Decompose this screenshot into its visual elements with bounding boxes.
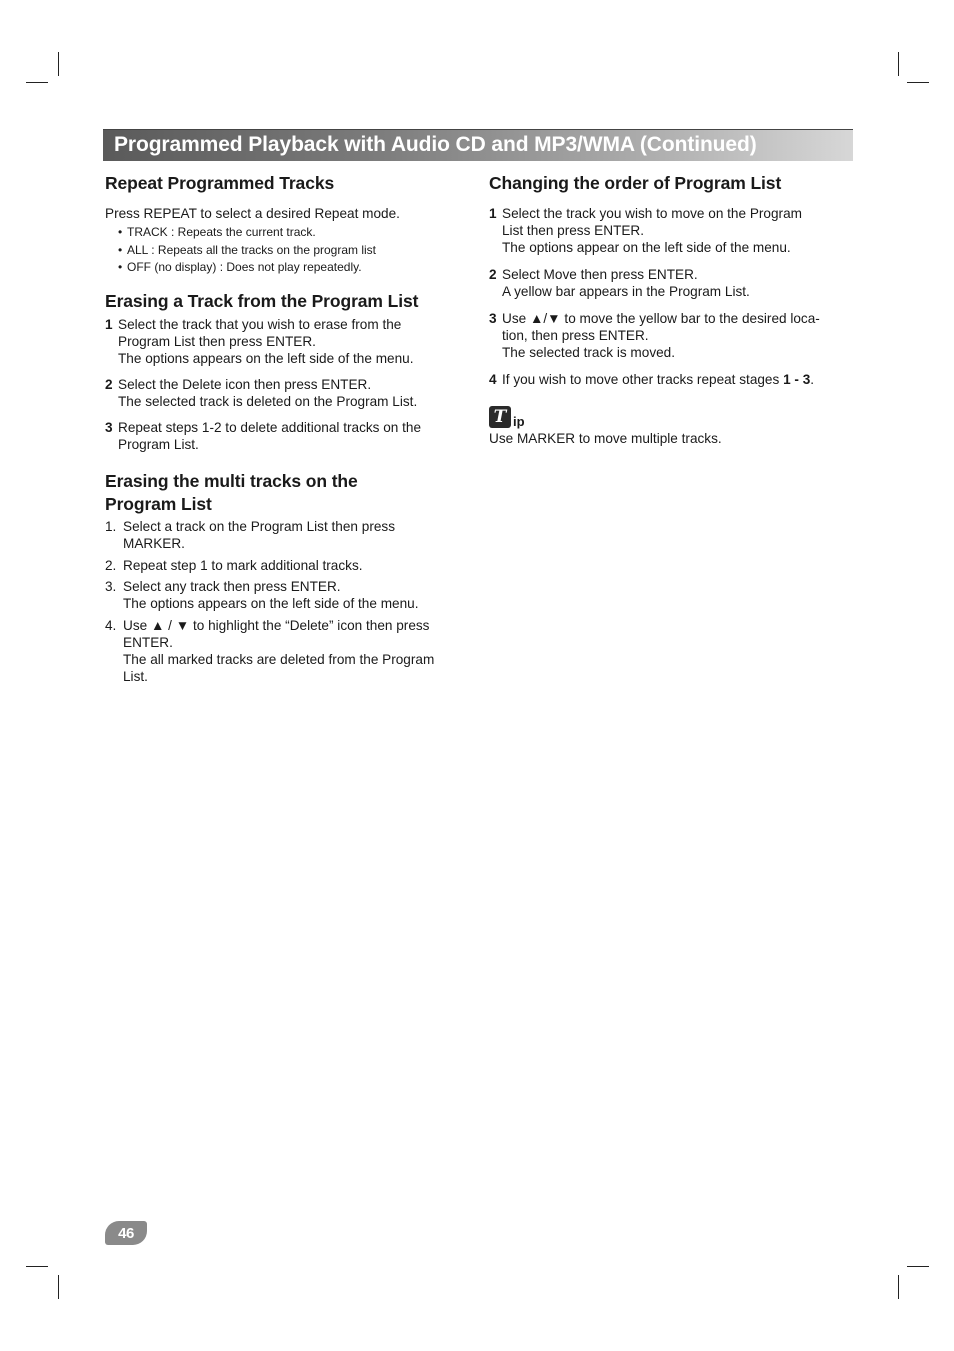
step-item	[489, 266, 844, 300]
repeat-intro: Press REPEAT to select a desired Repeat mode.	[105, 206, 400, 221]
section-heading: Erasing a Track from the Program List	[105, 290, 419, 311]
page-number: 46	[105, 1221, 147, 1245]
step-text: The all marked tracks are deleted from the Program	[123, 651, 435, 667]
step-text: The selected track is moved.	[502, 345, 676, 360]
step-text: Select the Delete icon then press ENTER.	[118, 376, 372, 392]
step-number: 2	[105, 376, 113, 392]
step-item	[489, 371, 844, 388]
crop-mark	[898, 52, 899, 76]
step-text: List.	[123, 668, 148, 684]
step-text-part: If you wish to move other tracks repeat stages	[502, 372, 784, 387]
step-text: Program List.	[118, 436, 199, 452]
crop-mark	[26, 1266, 48, 1267]
crop-mark	[907, 82, 929, 83]
step-item	[105, 376, 460, 410]
repeat-options-list	[105, 224, 460, 277]
step-number: 4.	[105, 617, 117, 633]
step-text: The options appear on the left side of the menu.	[502, 240, 791, 255]
step-text: Program List then press ENTER.	[118, 333, 316, 349]
step-text: The selected track is deleted on the Program List.	[118, 393, 418, 409]
step-text: Select the track that you wish to erase from the	[118, 316, 402, 332]
page-title-bar	[103, 129, 853, 161]
step-text: Repeat steps 1-2 to delete additional tracks on the	[118, 419, 422, 435]
step-text: Select any track then press ENTER.	[123, 578, 341, 594]
section-erasing-multi-tracks	[105, 470, 460, 685]
tip-text: Use MARKER to move multiple tracks.	[489, 431, 722, 446]
step-text	[502, 371, 844, 388]
crop-mark	[898, 1275, 899, 1299]
crop-mark	[26, 82, 48, 83]
step-text: Select Move then press ENTER.	[502, 267, 698, 282]
order-steps	[489, 205, 844, 388]
step-number: 2	[489, 267, 497, 282]
section-heading: Changing the order of Program List	[489, 173, 782, 193]
step-text: A yellow bar appears in the Program List.	[502, 284, 750, 299]
step-text: Select a track on the Program List then press	[123, 518, 396, 534]
step-text-part: .	[810, 372, 815, 387]
step-number: 3	[489, 311, 497, 326]
section-changing-order	[489, 172, 844, 388]
step-item	[105, 578, 460, 612]
section-erasing-track	[105, 290, 460, 453]
step-number: 1	[105, 316, 113, 332]
right-column	[489, 172, 844, 447]
step-item	[105, 316, 460, 367]
erase-steps	[105, 316, 460, 453]
step-text: Select the track you wish to move on the Program	[502, 206, 802, 221]
list-item: • ALL : Repeats all the tracks on the program list	[118, 242, 460, 260]
step-number: 3.	[105, 578, 117, 594]
crop-mark	[58, 1275, 59, 1299]
list-item: • TRACK : Repeats the current track.	[118, 224, 460, 242]
step-number: 3	[105, 419, 113, 435]
step-number: 4	[489, 372, 497, 387]
heading-line: Erasing the multi tracks on the	[105, 470, 358, 491]
crop-mark	[58, 52, 59, 76]
step-item	[105, 518, 460, 552]
section-repeat-programmed-tracks	[105, 172, 460, 277]
tip-icon: T	[489, 406, 511, 428]
section-heading: Repeat Programmed Tracks	[105, 173, 335, 193]
step-item	[489, 205, 844, 256]
step-text: Use ▲/▼ to move the yellow bar to the desired loca-	[502, 311, 820, 326]
heading-line: Program List	[105, 493, 212, 514]
page-title: Programmed Playback with Audio CD and MP3/WMA (Continued)	[114, 133, 757, 156]
step-text-bold: 1 - 3	[783, 372, 811, 387]
step-text: MARKER.	[123, 535, 185, 551]
step-number: 2.	[105, 557, 117, 573]
step-text: The options appears on the left side of the menu.	[123, 595, 419, 611]
step-item	[105, 419, 460, 453]
step-text: ENTER.	[123, 634, 173, 650]
crop-mark	[907, 1266, 929, 1267]
section-heading	[105, 470, 460, 516]
tip-box	[489, 402, 844, 447]
step-text: The options appears on the left side of the menu.	[118, 350, 414, 366]
step-text: List then press ENTER.	[502, 223, 645, 238]
step-number: 1.	[105, 518, 117, 534]
step-item	[105, 557, 460, 574]
list-item: • OFF (no display) : Does not play repeatedly.	[118, 259, 460, 277]
step-number: 1	[489, 206, 497, 221]
tip-label: ip	[513, 414, 525, 429]
multi-steps	[105, 518, 460, 685]
tip-header	[489, 402, 844, 428]
step-text: tion, then press ENTER.	[502, 328, 649, 343]
step-text: Repeat step 1 to mark additional tracks.	[123, 557, 363, 573]
left-column	[105, 172, 460, 685]
step-item	[105, 617, 460, 685]
step-text: Use ▲ / ▼ to highlight the “Delete” icon then press	[123, 617, 430, 633]
step-item	[489, 310, 844, 361]
